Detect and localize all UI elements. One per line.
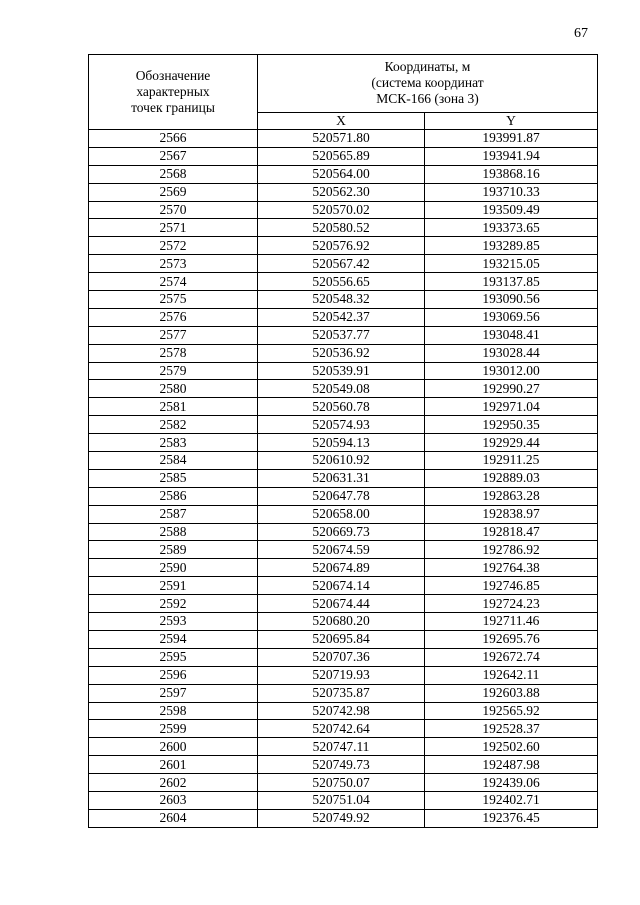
table-row — [89, 219, 598, 237]
header-group-line: Координаты, м — [384, 59, 471, 75]
x-coordinate-cell: 520576.92 — [258, 237, 425, 255]
table-row — [89, 613, 598, 631]
x-coordinate-cell: 520747.11 — [258, 738, 425, 756]
table-row — [89, 702, 598, 720]
x-coordinate-cell: 520742.98 — [258, 702, 425, 720]
y-coordinate-cell: 193028.44 — [425, 344, 598, 362]
x-coordinate-cell: 520707.36 — [258, 648, 425, 666]
point-id-cell: 2581 — [89, 398, 258, 416]
header-y: Y — [425, 112, 598, 129]
point-id-cell: 2579 — [89, 362, 258, 380]
point-id-cell: 2602 — [89, 774, 258, 792]
table-row — [89, 237, 598, 255]
x-coordinate-cell: 520594.13 — [258, 434, 425, 452]
x-coordinate-cell: 520658.00 — [258, 505, 425, 523]
point-id-cell: 2600 — [89, 738, 258, 756]
point-id-cell: 2591 — [89, 577, 258, 595]
header-group-line: (система координат — [371, 75, 484, 91]
table-row — [89, 183, 598, 201]
table-row — [89, 684, 598, 702]
point-id-cell: 2582 — [89, 416, 258, 434]
coordinates-table — [88, 54, 598, 828]
point-id-cell: 2571 — [89, 219, 258, 237]
x-coordinate-cell: 520751.04 — [258, 791, 425, 809]
table-row — [89, 523, 598, 541]
y-coordinate-cell: 192642.11 — [425, 666, 598, 684]
table-row — [89, 559, 598, 577]
point-id-cell: 2593 — [89, 613, 258, 631]
header-label-line: Обозначение — [135, 68, 211, 83]
table-row — [89, 201, 598, 219]
y-coordinate-cell: 192990.27 — [425, 380, 598, 398]
table-row — [89, 130, 598, 148]
point-id-cell: 2566 — [89, 130, 258, 148]
x-coordinate-cell: 520631.31 — [258, 469, 425, 487]
point-id-cell: 2596 — [89, 666, 258, 684]
y-coordinate-cell: 192889.03 — [425, 469, 598, 487]
y-coordinate-cell: 192724.23 — [425, 595, 598, 613]
y-coordinate-cell: 193048.41 — [425, 326, 598, 344]
y-coordinate-cell: 193012.00 — [425, 362, 598, 380]
table-row — [89, 738, 598, 756]
x-coordinate-cell: 520549.08 — [258, 380, 425, 398]
table-row — [89, 362, 598, 380]
point-id-cell: 2594 — [89, 630, 258, 648]
point-id-cell: 2569 — [89, 183, 258, 201]
y-coordinate-cell: 193509.49 — [425, 201, 598, 219]
x-coordinate-cell: 520695.84 — [258, 630, 425, 648]
table-row — [89, 326, 598, 344]
x-coordinate-cell: 520574.93 — [258, 416, 425, 434]
point-id-cell: 2587 — [89, 505, 258, 523]
y-coordinate-cell: 193941.94 — [425, 147, 598, 165]
point-id-cell: 2595 — [89, 648, 258, 666]
x-coordinate-cell: 520536.92 — [258, 344, 425, 362]
x-coordinate-cell: 520565.89 — [258, 147, 425, 165]
y-coordinate-cell: 192929.44 — [425, 434, 598, 452]
table-row — [89, 147, 598, 165]
x-coordinate-cell: 520610.92 — [258, 452, 425, 470]
x-coordinate-cell: 520719.93 — [258, 666, 425, 684]
point-id-cell: 2572 — [89, 237, 258, 255]
header-group-line: МСК-166 (зона 3) — [376, 91, 479, 107]
table-row — [89, 666, 598, 684]
x-coordinate-cell: 520562.30 — [258, 183, 425, 201]
point-id-cell: 2599 — [89, 720, 258, 738]
table-body — [89, 130, 598, 828]
y-coordinate-cell: 192487.98 — [425, 756, 598, 774]
y-coordinate-cell: 192376.45 — [425, 809, 598, 827]
x-coordinate-cell: 520537.77 — [258, 326, 425, 344]
table-row — [89, 577, 598, 595]
y-coordinate-cell: 193090.56 — [425, 291, 598, 309]
table-row — [89, 774, 598, 792]
x-coordinate-cell: 520564.00 — [258, 165, 425, 183]
header-label-line: характерных — [136, 84, 210, 99]
point-id-cell: 2598 — [89, 702, 258, 720]
point-id-cell: 2592 — [89, 595, 258, 613]
table-row — [89, 291, 598, 309]
header-x: X — [258, 112, 425, 129]
x-coordinate-cell: 520749.73 — [258, 756, 425, 774]
y-coordinate-cell: 192746.85 — [425, 577, 598, 595]
x-coordinate-cell: 520539.91 — [258, 362, 425, 380]
x-coordinate-cell: 520735.87 — [258, 684, 425, 702]
y-coordinate-cell: 192502.60 — [425, 738, 598, 756]
table-row — [89, 416, 598, 434]
table-row — [89, 648, 598, 666]
table-row — [89, 756, 598, 774]
x-coordinate-cell: 520749.92 — [258, 809, 425, 827]
y-coordinate-cell: 193289.85 — [425, 237, 598, 255]
y-coordinate-cell: 193868.16 — [425, 165, 598, 183]
y-coordinate-cell: 193215.05 — [425, 255, 598, 273]
y-coordinate-cell: 192528.37 — [425, 720, 598, 738]
table-row — [89, 380, 598, 398]
point-id-cell: 2568 — [89, 165, 258, 183]
y-coordinate-cell: 192603.88 — [425, 684, 598, 702]
y-coordinate-cell: 193710.33 — [425, 183, 598, 201]
point-id-cell: 2570 — [89, 201, 258, 219]
table-row — [89, 469, 598, 487]
header-label-line: точек границы — [131, 100, 215, 115]
x-coordinate-cell: 520542.37 — [258, 308, 425, 326]
table-row — [89, 809, 598, 827]
y-coordinate-cell: 192439.06 — [425, 774, 598, 792]
x-coordinate-cell: 520560.78 — [258, 398, 425, 416]
x-coordinate-cell: 520580.52 — [258, 219, 425, 237]
table-row — [89, 541, 598, 559]
point-id-cell: 2597 — [89, 684, 258, 702]
table-row — [89, 398, 598, 416]
table-row — [89, 791, 598, 809]
y-coordinate-cell: 192818.47 — [425, 523, 598, 541]
point-id-cell: 2584 — [89, 452, 258, 470]
y-coordinate-cell: 192971.04 — [425, 398, 598, 416]
table-row — [89, 308, 598, 326]
y-coordinate-cell: 192764.38 — [425, 559, 598, 577]
x-coordinate-cell: 520674.14 — [258, 577, 425, 595]
x-coordinate-cell: 520674.89 — [258, 559, 425, 577]
point-id-cell: 2601 — [89, 756, 258, 774]
y-coordinate-cell: 193137.85 — [425, 273, 598, 291]
header-coordinates — [258, 55, 598, 113]
table-row — [89, 487, 598, 505]
table-row — [89, 505, 598, 523]
y-coordinate-cell: 192565.92 — [425, 702, 598, 720]
table-row — [89, 273, 598, 291]
table-row — [89, 720, 598, 738]
x-coordinate-cell: 520567.42 — [258, 255, 425, 273]
y-coordinate-cell: 192786.92 — [425, 541, 598, 559]
x-coordinate-cell: 520548.32 — [258, 291, 425, 309]
point-id-cell: 2604 — [89, 809, 258, 827]
point-id-cell: 2573 — [89, 255, 258, 273]
point-id-cell: 2583 — [89, 434, 258, 452]
y-coordinate-cell: 192838.97 — [425, 505, 598, 523]
table-row — [89, 452, 598, 470]
y-coordinate-cell: 192711.46 — [425, 613, 598, 631]
point-id-cell: 2589 — [89, 541, 258, 559]
table-row — [89, 344, 598, 362]
y-coordinate-cell: 193991.87 — [425, 130, 598, 148]
y-coordinate-cell: 193069.56 — [425, 308, 598, 326]
x-coordinate-cell: 520571.80 — [258, 130, 425, 148]
table-row — [89, 630, 598, 648]
point-id-cell: 2575 — [89, 291, 258, 309]
y-coordinate-cell: 192863.28 — [425, 487, 598, 505]
x-coordinate-cell: 520674.59 — [258, 541, 425, 559]
y-coordinate-cell: 192402.71 — [425, 791, 598, 809]
x-coordinate-cell: 520674.44 — [258, 595, 425, 613]
table-row — [89, 434, 598, 452]
table-row — [89, 165, 598, 183]
x-coordinate-cell: 520680.20 — [258, 613, 425, 631]
point-id-cell: 2574 — [89, 273, 258, 291]
point-id-cell: 2576 — [89, 308, 258, 326]
point-id-cell: 2580 — [89, 380, 258, 398]
table-row — [89, 595, 598, 613]
y-coordinate-cell: 192672.74 — [425, 648, 598, 666]
y-coordinate-cell: 193373.65 — [425, 219, 598, 237]
y-coordinate-cell: 192911.25 — [425, 452, 598, 470]
x-coordinate-cell: 520556.65 — [258, 273, 425, 291]
x-coordinate-cell: 520742.64 — [258, 720, 425, 738]
y-coordinate-cell: 192695.76 — [425, 630, 598, 648]
point-id-cell: 2567 — [89, 147, 258, 165]
point-id-cell: 2590 — [89, 559, 258, 577]
y-coordinate-cell: 192950.35 — [425, 416, 598, 434]
table-row — [89, 255, 598, 273]
point-id-cell: 2578 — [89, 344, 258, 362]
point-id-cell: 2603 — [89, 791, 258, 809]
x-coordinate-cell: 520750.07 — [258, 774, 425, 792]
x-coordinate-cell: 520570.02 — [258, 201, 425, 219]
x-coordinate-cell: 520647.78 — [258, 487, 425, 505]
point-id-cell: 2577 — [89, 326, 258, 344]
x-coordinate-cell: 520669.73 — [258, 523, 425, 541]
point-id-cell: 2585 — [89, 469, 258, 487]
point-id-cell: 2588 — [89, 523, 258, 541]
page-number: 67 — [574, 26, 588, 41]
header-point-designation — [89, 55, 258, 130]
point-id-cell: 2586 — [89, 487, 258, 505]
